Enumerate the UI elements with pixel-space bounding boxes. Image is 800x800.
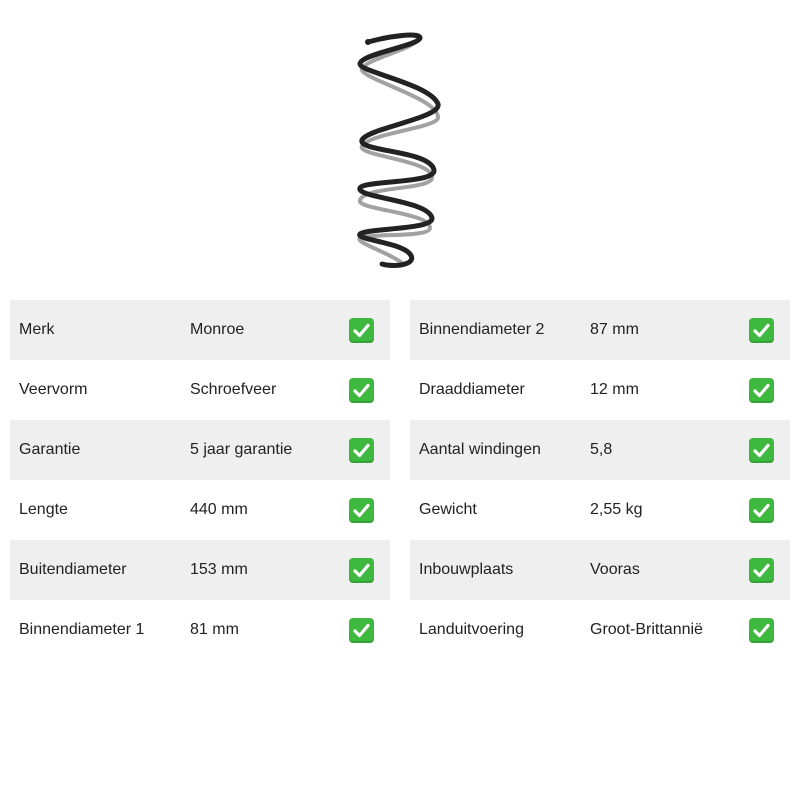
spec-value: 440 mm <box>190 501 248 518</box>
check-icon <box>749 438 774 463</box>
spec-value: 5,8 <box>590 441 613 458</box>
spec-label: Gewicht <box>419 501 477 518</box>
spec-label: Draaddiameter <box>419 381 525 398</box>
spec-row <box>410 360 790 420</box>
spec-row <box>410 540 790 600</box>
check-icon <box>349 438 374 463</box>
spec-label: Binnendiameter 2 <box>419 321 545 338</box>
spec-label: Inbouwplaats <box>419 561 514 578</box>
check-icon <box>349 498 374 523</box>
spec-value: 5 jaar garantie <box>190 441 293 458</box>
check-icon <box>749 318 774 343</box>
spec-value: 2,55 kg <box>590 501 643 518</box>
check-icon <box>749 618 774 643</box>
spec-table-right <box>410 300 790 660</box>
spec-value: Groot-Brittannië <box>590 621 703 638</box>
spec-table-left <box>10 300 390 660</box>
spec-row <box>410 300 790 360</box>
spec-label: Merk <box>19 321 55 338</box>
spec-label: Aantal windingen <box>419 441 541 458</box>
spec-value: Vooras <box>590 561 640 578</box>
spec-row <box>10 600 390 660</box>
check-icon <box>749 378 774 403</box>
check-icon <box>349 318 374 343</box>
check-icon <box>349 618 374 643</box>
spec-row <box>10 420 390 480</box>
check-icon <box>749 558 774 583</box>
spec-label: Lengte <box>19 501 68 518</box>
spec-row <box>10 360 390 420</box>
spec-label: Landuitvoering <box>419 621 524 638</box>
check-icon <box>349 558 374 583</box>
spec-row <box>410 480 790 540</box>
coil-spring-image <box>330 28 470 273</box>
spec-row <box>410 600 790 660</box>
spec-row <box>10 300 390 360</box>
spec-row <box>10 540 390 600</box>
spec-value: Monroe <box>190 321 245 338</box>
spec-label: Binnendiameter 1 <box>19 621 145 638</box>
spec-value: 12 mm <box>590 381 639 398</box>
check-icon <box>349 378 374 403</box>
check-icon <box>749 498 774 523</box>
spec-label: Veervorm <box>19 381 88 398</box>
spec-label: Buitendiameter <box>19 561 127 578</box>
spec-label: Garantie <box>19 441 81 458</box>
spec-value: 81 mm <box>190 621 239 638</box>
spec-value: Schroefveer <box>190 381 277 398</box>
spec-value: 153 mm <box>190 561 248 578</box>
spec-value: 87 mm <box>590 321 639 338</box>
spec-row <box>410 420 790 480</box>
spec-row <box>10 480 390 540</box>
